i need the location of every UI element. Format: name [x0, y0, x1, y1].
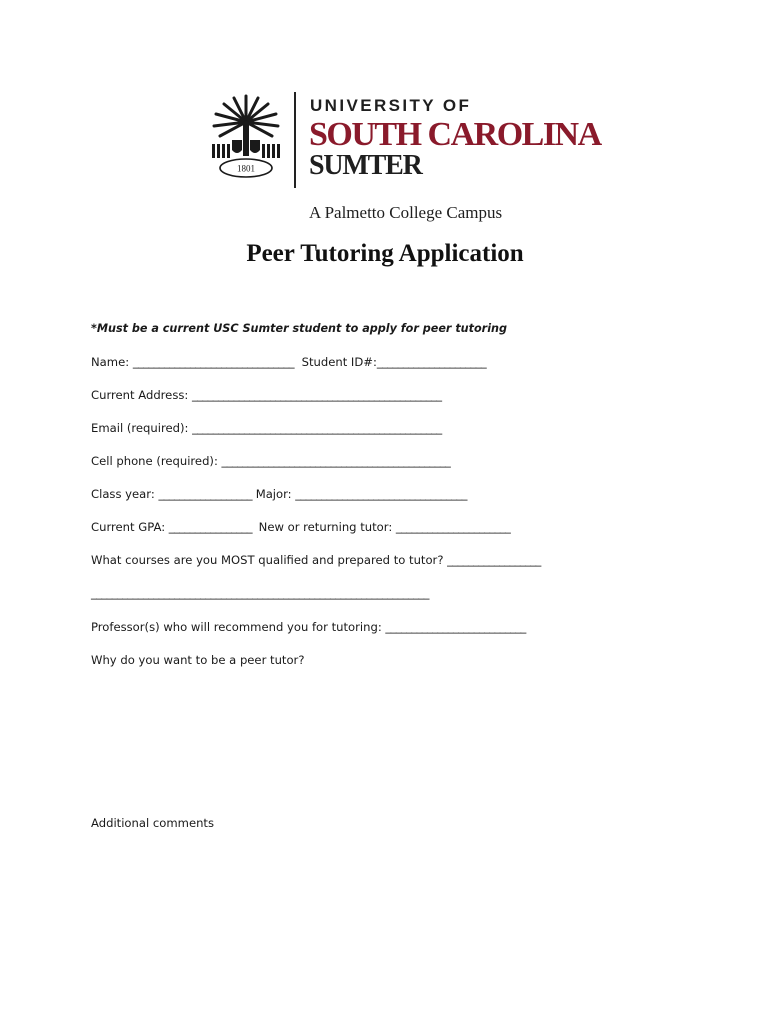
row-address: [91, 388, 441, 402]
class-year-label: Class year:: [91, 487, 155, 501]
logo-south-carolina: SOUTH CAROLINA: [309, 116, 601, 153]
email-field[interactable]: ________________________________________________: [192, 421, 442, 435]
additional-comments-label: Additional comments: [91, 816, 215, 830]
page-title: Peer Tutoring Application: [246, 240, 524, 267]
why-tutor-label: Why do you want to be a peer tutor?: [91, 653, 305, 667]
class-year-field[interactable]: __________________: [158, 487, 252, 501]
row-cell: [91, 454, 450, 468]
tutor-status-field[interactable]: ______________________: [395, 520, 511, 534]
logo-sumter: SUMTER: [309, 150, 422, 181]
gpa-field[interactable]: ________________: [168, 520, 252, 534]
usc-sumter-logo: [206, 88, 601, 198]
row-professors: [91, 620, 526, 634]
address-field[interactable]: ________________________________________________: [192, 388, 442, 402]
professors-label: Professor(s) who will recommend you for tutoring:: [91, 620, 382, 634]
major-field[interactable]: _________________________________: [295, 487, 467, 501]
address-label: Current Address:: [91, 388, 189, 402]
logo-university-of: UNIVERSITY OF: [310, 96, 472, 115]
palmetto-tree-icon: [206, 90, 286, 184]
svg-text:1801: 1801: [237, 163, 255, 174]
cell-field[interactable]: ____________________________________________: [221, 454, 451, 468]
name-field[interactable]: _______________________________: [132, 355, 294, 369]
campus-tagline: A Palmetto College Campus: [309, 203, 503, 222]
row-email: [91, 421, 442, 435]
logo-divider: [294, 92, 296, 188]
row-gpa-status: [91, 520, 510, 534]
name-label: Name:: [91, 355, 130, 369]
row-name-id: [91, 355, 486, 369]
courses-field[interactable]: __________________: [447, 553, 541, 567]
eligibility-note: *Must be a current USC Sumter student to apply for peer tutoring: [91, 322, 508, 335]
email-label: Email (required):: [91, 421, 189, 435]
courses-field-line2[interactable]: _________________________________________________________________: [91, 586, 429, 600]
student-id-label: Student ID#:: [301, 355, 377, 369]
row-class-major: [91, 487, 467, 501]
gpa-label: Current GPA:: [91, 520, 166, 534]
professors-field[interactable]: ___________________________: [385, 620, 526, 634]
row-courses: [91, 553, 541, 567]
major-label: Major:: [255, 487, 292, 501]
courses-label: What courses are you MOST qualified and prepared to tutor?: [91, 553, 444, 567]
cell-label: Cell phone (required):: [91, 454, 218, 468]
student-id-field[interactable]: _____________________: [376, 355, 487, 369]
tutor-status-label: New or returning tutor:: [258, 520, 393, 534]
